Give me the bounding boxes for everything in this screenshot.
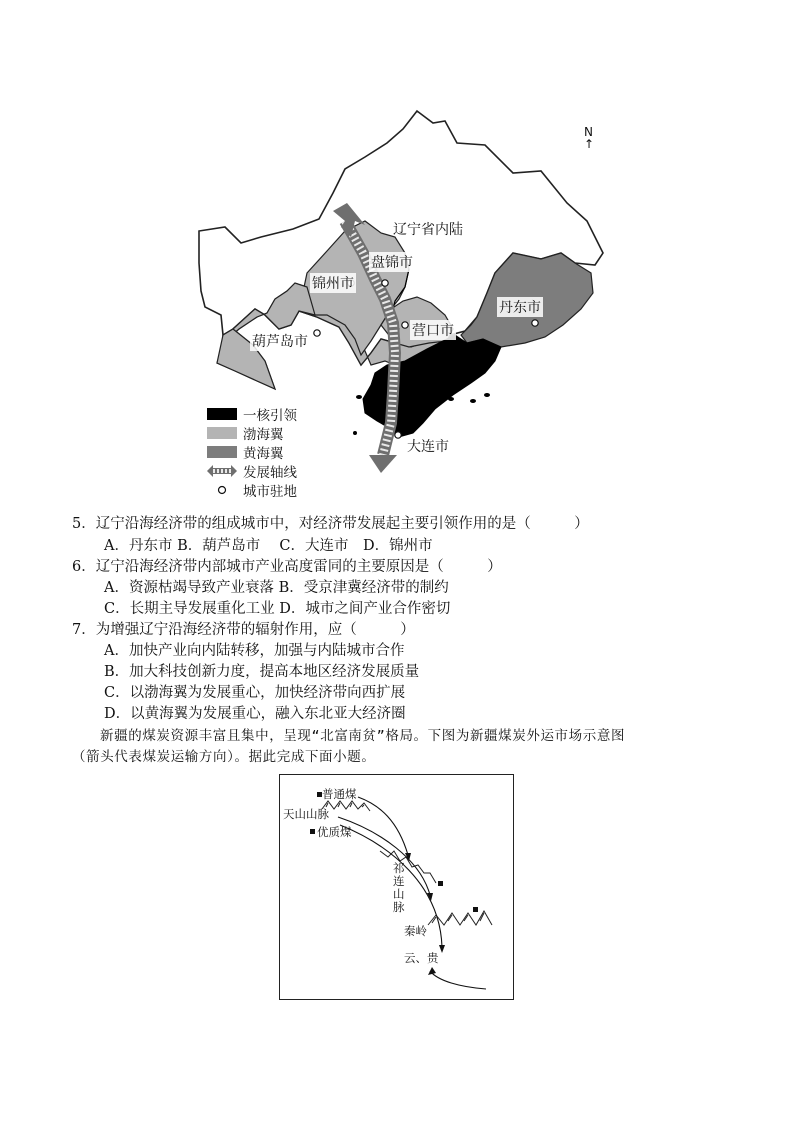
axis-arrow-south: [369, 455, 397, 473]
north-arrow: [584, 125, 594, 149]
label-youzhi-coal: 优质煤: [317, 825, 352, 839]
city-marker-east1: [438, 881, 443, 886]
legend-axis-icon: [207, 465, 237, 477]
question-5-stem: 5．辽宁沿海经济带的组成城市中，对经济带发展起主要引领作用的是（ ）: [72, 516, 589, 532]
label-qinling: 秦岭: [404, 924, 427, 938]
legend-swatch-huanghai: [207, 446, 237, 458]
arrowhead-3: [439, 945, 445, 953]
legend-swatch-bohai: [207, 427, 237, 439]
question-7-option-d: D．以黄海翼为发展重心，融入东北亚大经济圈: [104, 706, 406, 722]
question-6-options-row2: C．长期主导发展重化工业 D．城市之间产业合作密切: [104, 601, 451, 617]
legend-swatch-core: [207, 408, 237, 420]
legend-item-city: [207, 480, 297, 499]
north-label: N: [584, 125, 593, 139]
legend-label: 发展轴线: [243, 464, 297, 481]
legend-label: 黄海翼: [243, 445, 284, 462]
legend-item-huanghai: [207, 442, 297, 461]
city-marker-youzhi: [310, 829, 315, 834]
city-dot-huludao: [314, 330, 320, 336]
north-arrow-icon: ↑: [584, 137, 595, 151]
legend-label: 一核引领: [243, 407, 297, 424]
label-putong-coal: 普通煤: [322, 787, 357, 801]
question-6-stem: 6．辽宁沿海经济带内部城市产业高度雷同的主要原因是（ ）: [72, 559, 502, 575]
label-dalian: 大连市: [405, 436, 451, 456]
label-dandong: 丹东市: [497, 297, 543, 317]
label-inland: 辽宁省内陆: [393, 222, 463, 238]
legend-label: 城市驻地: [243, 483, 297, 500]
city-marker-east2: [473, 907, 478, 912]
passage-line-2: （箭头代表煤炭运输方向）。据此完成下面小题。: [72, 749, 376, 765]
city-dot-panjin: [382, 280, 388, 286]
city-dot-dalian: [395, 432, 401, 438]
legend-item-axis: [207, 461, 297, 480]
coal-route-arrow-4: [430, 971, 486, 989]
label-tianshan: 天山山脉: [283, 807, 329, 821]
question-6-options-row1: A．资源枯竭导致产业衰落 B．受京津冀经济带的制约: [104, 580, 449, 596]
label-panjin: 盘锦市: [369, 252, 415, 272]
passage-line-1: 新疆的煤炭资源丰富且集中，呈现“北富南贫”格局。下图为新疆煤炭外运市场示意图: [100, 728, 626, 744]
label-yungui: 云、贵: [404, 951, 439, 965]
legend-label: 渤海翼: [243, 426, 284, 443]
tianshan-mountains: [322, 801, 370, 811]
label-yingkou: 营口市: [410, 320, 456, 340]
question-5-options: A．丹东市 B．葫芦岛市 C．大连市 D．锦州市: [104, 538, 433, 554]
legend-item-bohai: [207, 423, 297, 442]
map-legend: [207, 404, 297, 499]
legend-item-core: [207, 404, 297, 423]
label-jinzhou: 锦州市: [310, 273, 356, 293]
question-7-option-c: C．以渤海翼为发展重心，加快经济带向西扩展: [104, 685, 406, 701]
city-dot-dandong: [532, 320, 538, 326]
label-huludao: 葫芦岛市: [250, 331, 310, 351]
arrowhead-4: [428, 967, 436, 975]
legend-city-icon: [207, 484, 237, 496]
city-dot-yingkou: [402, 322, 408, 328]
question-7-option-a: A．加快产业向内陆转移，加强与内陆城市合作: [104, 643, 405, 659]
label-qilian: 祁连山脉: [393, 861, 405, 914]
question-7-stem: 7．为增强辽宁沿海经济带的辐射作用，应（ ）: [72, 622, 415, 638]
question-7-option-b: B．加大科技创新力度，提高本地区经济发展质量: [104, 664, 420, 680]
